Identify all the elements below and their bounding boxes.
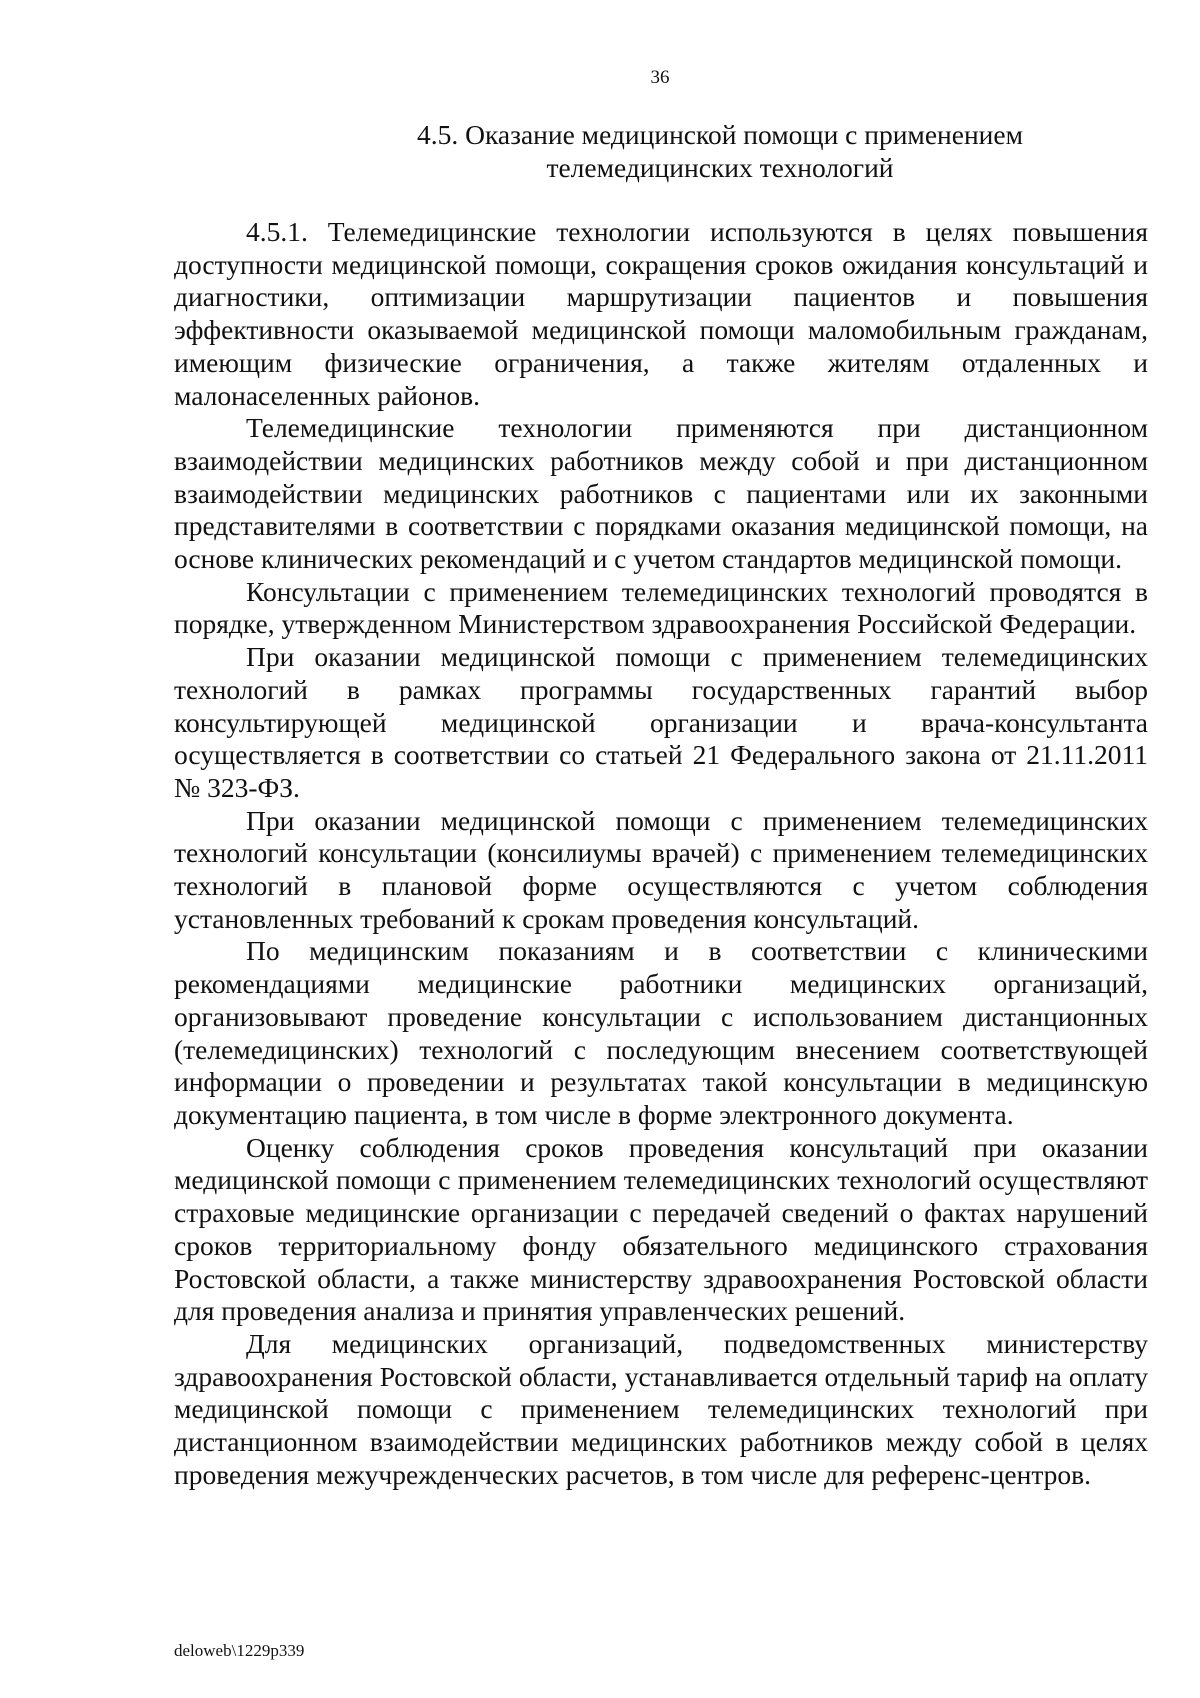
- document-body: [174, 216, 1148, 1491]
- paragraph-telemedicine-application: Телемедицинские технологии применяются при дистанционном взаимодействии медицинских работников между собой и при дистанционном взаимодействии медицинских работников с пациентами или их законными представителями в соответствии с порядками оказания медицинской помощи, на основе клинических рекомендаций и с учетом стандартов медицинской помощи.: [174, 412, 1148, 575]
- document-code: deloweb\1229p339: [174, 1641, 305, 1660]
- paragraph-consultant-choice: При оказании медицинской помощи с применением телемедицинских технологий в рамках программы государственных гарантий выбор консультирующей медицинской организации и врача-консультанта осуществляется в соответствии со статьей 21 Федерального закона от 21.11.2011 № 323-ФЗ.: [174, 641, 1148, 803]
- paragraph-remote-consultations: По медицинским показаниям и в соответствии с клиническими рекомендациями медицинские работники медицинских организаций, организовывают проведение консультации с использованием дистанционных (телемедицинских) технологий с последующим внесением соответствующей информации о проведении и результатах такой консультации в медицинскую документацию пациента, в том числе в форме электронного документа.: [174, 935, 1148, 1130]
- page-number: 36: [650, 67, 670, 88]
- section-title: [290, 118, 1150, 184]
- paragraph-4-5-1: 4.5.1. Телемедицинские технологии используются в целях повышения доступности медицинской помощи, сокращения сроков ожидания консультаций и диагностики, оптимизации маршрутизации пациентов и повышения эффективности оказываемой медицинской помощи маломобильным гражданам, имеющим физические ограничения, а также жителям отдаленных и малонаселенных районов.: [174, 216, 1148, 411]
- paragraph-timing-assessment: Оценку соблюдения сроков проведения консультаций при оказании медицинской помощи с применением телемедицинских технологий осуществляют страховые медицинские организации с передачей сведений о фактах нарушений сроков территориальному фонду обязательного медицинского страхования Ростовской области, а также министерству здравоохранения Ростовской области для проведения анализа и принятия управленческих решений.: [174, 1131, 1148, 1327]
- section-title-line-2: телемедицинских технологий: [546, 152, 894, 183]
- paragraph-consultation-procedure: Консультации с применением телемедицинских технологий проводятся в порядке, утвержденном Министерством здравоохранения Российской Федерации.: [174, 575, 1148, 640]
- section-title-line-1: 4.5. Оказание медицинской помощи с применением: [416, 119, 1024, 150]
- paragraph-tariff: Для медицинских организаций, подведомственных министерству здравоохранения Ростовской области, устанавливается отдельный тариф на оплату медицинской помощи с применением телемедицинских технологий при дистанционном взаимодействии медицинских работников между собой в целях проведения межучрежденческих расчетов, в том числе для референс-центров.: [174, 1327, 1148, 1490]
- paragraph-planned-consultations: При оказании медицинской помощи с применением телемедицинских технологий консультации (консилиумы врачей) с применением телемедицинских технологий в плановой форме осуществляются с учетом соблюдения установленных требований к срокам проведения консультаций.: [174, 804, 1148, 934]
